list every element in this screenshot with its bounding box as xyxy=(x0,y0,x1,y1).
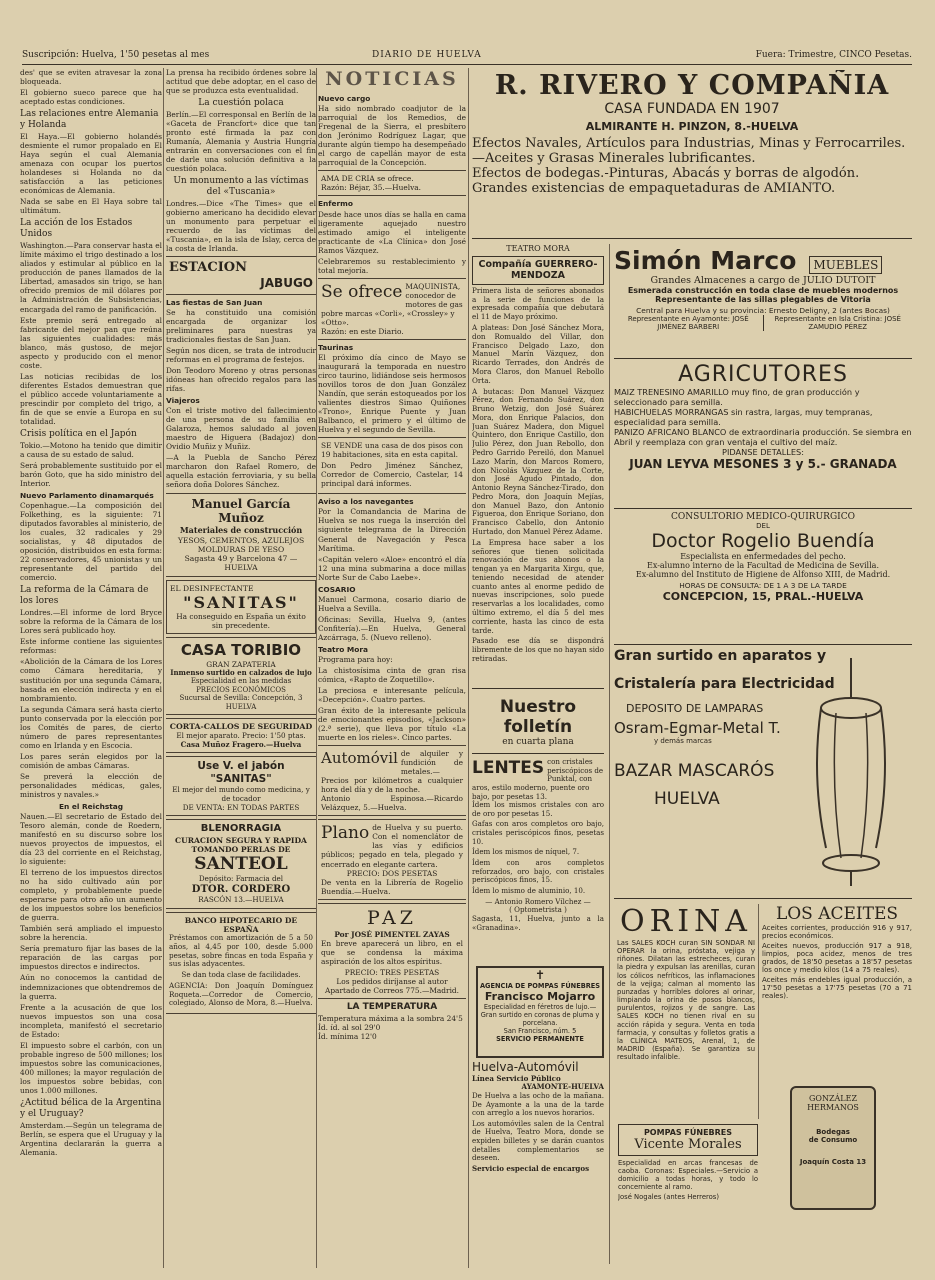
noticias-title: NOTICIAS xyxy=(325,68,459,90)
ad-text: Los automóviles salen de la Central de Huelva, Teatro Mora, donde se expiden billetes y se darán cuantos detalles complementarios se deseen. xyxy=(472,1118,604,1163)
column-2 xyxy=(166,68,316,1273)
column-3 xyxy=(318,68,466,1273)
headline: Nuevo Parlamento dinamarqués xyxy=(20,491,154,501)
ad-title: Manuel García Muñoz xyxy=(191,496,291,526)
ad-line: Efectos Navales, Artículos para Industrias, Minas y Ferrocarriles.—Aceites y Grasas Minerales lubrificantes. xyxy=(472,136,906,166)
ad-line: AGENCIA DE POMPAS FÚNEBRES xyxy=(479,982,601,990)
temperature-line: Íd. íd. al sol 29'0 xyxy=(318,1023,381,1033)
article-text: Manuel Carmona, cosario diario de Huelva a Sevilla. xyxy=(318,594,466,613)
masthead-title: DIARIO DE HUELVA xyxy=(372,50,482,60)
ad-line: Osram-Egmar-Metal T. xyxy=(614,719,781,737)
headline: Un monumento a las víctimas del «Tuscania» xyxy=(173,176,309,198)
ad-text: Servicio especial de encargos xyxy=(472,1164,590,1174)
ad-line: Representante de las sillas plegables de Vitoria xyxy=(655,295,871,304)
ad-text: Sagasta, 11, Huelva, junto a la «Granadina». xyxy=(472,913,604,932)
headline: Viajeros xyxy=(166,396,200,406)
article-text: Amsterdam.—Según un telegrama de Berlín, se espera que el Uruguay y la Argentina declararán la guerra a Alemania. xyxy=(20,1120,162,1157)
headline: Nuevo cargo xyxy=(318,94,371,104)
ad-orina xyxy=(614,904,759,1119)
ad-text: Préstamos con amortización de 5 a 50 años, al 4,45 por 100, desde 5.000 pesetas, sobre fincas en toda España y sus islas adyacentes. xyxy=(169,933,313,969)
ad-subtitle: GRAN ZAPATERIA xyxy=(206,659,276,669)
ad-title: PAZ xyxy=(367,906,417,929)
ad-title: Huelva-Automóvil xyxy=(472,1060,579,1074)
headline: TEATRO MORA xyxy=(506,244,570,253)
article-text: —A la Puebla de Sancho Pérez marcharon don Rafael Romero, de aquella estación ferroviaria, y su bella señora doña Dolores Sánchez. xyxy=(166,453,316,490)
ad-folletin xyxy=(472,688,604,754)
ad-line: Sucursal de Sevilla: Concepción, 3 xyxy=(179,694,303,703)
ad-agricultores xyxy=(614,362,912,509)
ad-tag: MUEBLES xyxy=(809,256,882,274)
ad-title: Use V. el jabón "SANITAS" xyxy=(197,760,285,786)
column-1 xyxy=(20,68,162,1273)
article-text: Frente a la acusación de que los nuevos impuestos son una cosa incompleta, manifestó el secretario de Estado: xyxy=(20,1002,162,1039)
ad-title: Nuestro folletín xyxy=(499,697,577,737)
classified-text: MAQUINISTA, conocedor de motores de gas pobre marcas «Corli», «Crossley» y «Otto». xyxy=(321,281,463,327)
article-text: Copenhague.—La composición del Folkething, es la siguiente: 71 diputados favorables al ministerio, de los cuales, 32 radicales y 29 socialistas, y 48 diputados de oposición, distribuidos en esta forma: 22 conservadores, 45 unionistas y un representante del partido del comercio. xyxy=(20,501,162,583)
headline: Las fiestas de San Juan xyxy=(166,297,263,307)
ad-text: Aceites nuevos, producción 917 a 918, limpios, poca acidez, menos de tres grados, de 18'50 pesetas a 18'57 pesetas los once y medio kilos (14 a 75 reales). xyxy=(762,942,912,974)
article-text: El terreno de los impuestos directos no ha sido cultivado aún por completo, y probablemente puede esperarse para otro año un aumento de los impuestos sobre los beneficios de guerra. xyxy=(20,868,162,923)
article-text: Gran éxito de la interesante película de emocionantes episodios, «Jackson» (2.ª serie), que lleva por título «La muerte en los rieles». Cinco partes. xyxy=(318,706,466,743)
ad-line: CURACION SEGURA Y RAPIDA xyxy=(175,835,307,845)
ad-title: Simón Marco xyxy=(614,246,797,275)
column-rule xyxy=(468,68,469,1268)
classified-text: Razón: en este Diario. xyxy=(321,326,404,336)
ad-subtitle: Materiales de construcción xyxy=(179,524,303,535)
ad-line: PANIZO AFRICANO BLANCO de extraordinaria producción. Se siembra en Abril y reemplaza con gran ventaja el cultivo del maíz. xyxy=(614,427,912,447)
article-text: Ha sido nombrado coadjutor de la parroquial de los Remedios, de Fregenal de la Sierra, el presbítero don Jerónimo Rodríguez Lagar, que durante algún tiempo ha desempeñado el cargo de capellán mayor de esta parroquial de la Concepción. xyxy=(318,104,466,168)
article-text: Por la Comandancia de Marina de Huelva se nos ruega la inserción del siguiente telegrama de la Dirección General de Navegación y Pesca Marítima. xyxy=(318,507,466,553)
ad-line: DTOR. CORDERO xyxy=(191,883,291,895)
ad-title: AGRICUTORES xyxy=(678,362,848,387)
ad-lentes xyxy=(472,758,604,958)
article-text: Sería prematuro fijar las bases de la reparación de las cargas por impuestos directos e indirectos. xyxy=(20,944,162,972)
ad-text: SERVICIO PERMANENTE xyxy=(496,1035,584,1043)
ad-line: RASCÓN 13.—HUELVA xyxy=(198,894,284,904)
article-text: El Haya.—El gobierno holandés desmiente el rumor propalado en El Haya según el cual Alemania amenaza con ocupar los puertos holandeses si Holanda no da satisfacción a las peticiones económicas de Alemania. xyxy=(20,132,162,196)
classified-text: SE VENDE una casa de dos pisos con 19 habitaciones, sita en esta capital. xyxy=(321,441,463,460)
ad-title: R. RIVERO Y COMPAÑIA xyxy=(494,70,890,101)
article-text: Con el triste motivo del fallecimiento de una persona de su familia en Galaroza, hemos saludado al joven maestro de Higuera (Badajoz) don Ovidio Muñiz y Muñiz. xyxy=(166,406,316,452)
ad-text: — Antonio Romero Vílchez — xyxy=(485,896,591,906)
ad-text: Especialidad en arcas francesas de caoba. Coronas: Especiales.—Servicio a domicilio a todas horas, y todo lo concerniente al ramo. xyxy=(618,1159,758,1191)
teatro-mora-column xyxy=(472,244,604,764)
ad-price: PRECIO: TRES PESETAS xyxy=(344,967,440,977)
headline: La acción de los Estados Unidos xyxy=(20,218,133,240)
ad-line: Especialidad en las medidas xyxy=(190,677,292,686)
ad-pompas-funebres-morales xyxy=(618,1124,758,1264)
classified-text: AMA DE CRIA se ofrece. xyxy=(321,174,414,184)
ad-line: Cristalería para Electricidad xyxy=(614,676,835,692)
ad-line: HUELVA xyxy=(225,702,257,711)
ad-doctor-buendia xyxy=(614,512,912,645)
ad-line: TOMANDO PERLAS DE xyxy=(191,844,291,854)
ad-line: Joaquín Costa 13 xyxy=(799,1158,867,1166)
ad-line: Depósito: Farmacia del xyxy=(198,873,284,883)
ad-text: Se dan toda clase de facilidades. xyxy=(181,970,301,980)
article-text: Las noticias recibidas de los diferentes Estados demuestran que el público accede voluntariamente a prescindir por completo del trigo, a fin de que se envíe a Europa en su totalidad. xyxy=(20,371,162,426)
ad-title: BANCO HIPOTECARIO DE ESPAÑA xyxy=(184,915,298,934)
article-text: El gobierno sueco parece que ha aceptado estas condiciones. xyxy=(20,88,162,107)
ad-line: Grandes Almacenes a cargo de JULIO DUTOIT xyxy=(650,275,876,286)
ad-line: MAIZ TRENESINO AMARILLO muy fino, de gran producción y seleccionado para semilla. xyxy=(614,387,860,407)
ad-line: Representante en Ayamonte: JOSÉ JIMÉNEZ BARBERI xyxy=(614,315,764,331)
ad-line: PIDANSE DETALLES: xyxy=(722,447,804,457)
classified-se-vende xyxy=(318,437,466,494)
ad-address: ALMIRANTE H. PINZON, 8.-HUELVA xyxy=(585,120,799,133)
article-text: Celebraremos su restablecimiento y total mejoría. xyxy=(318,256,466,275)
article-text: Se preverá la elección de personalidades médicas, gales, ministros y navales.» xyxy=(20,771,162,799)
ad-line: Representante en Isla Cristina: JOSÉ ZAMUDIO PÉREZ xyxy=(774,315,901,331)
ad-plano xyxy=(318,819,466,899)
ad-line: Grandes existencias de empaquetaduras de AMIANTO. xyxy=(472,181,836,196)
ad-title: Automóvil xyxy=(321,749,398,768)
ad-text: De Huelva a las ocho de la mañana. De Ayamonte a la una de la tarde con arreglo a los nuevos horarios. xyxy=(472,1090,604,1118)
ad-sanitas-desinfectante xyxy=(166,580,316,635)
column-rule xyxy=(609,244,610,1264)
ad-title: LENTES xyxy=(472,758,545,778)
masthead-subscription: Suscripción: Huelva, 1'50 pesetas al mes xyxy=(22,50,210,60)
ad-text: En breve aparecerá un libro, en el que se condensa la máxima aspiración de los altos espíritus. xyxy=(321,938,463,966)
ad-casa-toribio xyxy=(166,637,316,715)
ad-text: Las SALES KOCH curan SIN SONDAR NI OPERAR la orina, próstata, vejiga y riñones. Dilatan las estrecheces, curan la piedra y expulsan las arenillas, curan los cólicos nefríticos, las inflamaciones de la vejiga; calman al momento las punzadas y horribles dolores al orinar, limpiando la orina de posos blancos, purulentos, rojizos y de sangre. Las SALES KOCH no tienen rival en su acción rápida y segura. Venta en toda farmacia, y consultas y folletos gratis a la CLÍNICA MATEOS, Arenal, 1, de MADRID (España). Se garantiza su resultado infalible. xyxy=(617,939,755,1062)
ad-line: Efectos de bodegas.-Pinturas, Abacás y borras de algodón. xyxy=(472,166,860,181)
ad-line: Bodegas xyxy=(816,1128,850,1136)
ad-text: Ídem lo mismo de aluminio, 10. xyxy=(472,885,586,895)
ad-text: José Nogales (antes Herreros) xyxy=(618,1193,720,1201)
headline: La cuestión polaca xyxy=(198,98,284,109)
ad-line: DEPOSITO DE LAMPARAS xyxy=(626,702,764,715)
article-text: Programa para hoy: xyxy=(318,654,393,664)
article-text: Primera lista de señores abonados a la serie de funciones de la expresada compañía que debutará el 11 de Mayo próximo. xyxy=(472,285,604,322)
article-text: Londres.—Dice «The Times» que el gobierno americano ha decidido elevar un monumento para perpetuar el recuerdo de las víctimas del «Tuscania», en la isla de Islay, cerca de la costa de Irlanda. xyxy=(166,199,316,254)
section-header-estacion xyxy=(166,256,316,294)
ad-automovil xyxy=(318,745,466,816)
ad-simon-marco xyxy=(614,246,912,359)
ad-title: Doctor Rogelio Buendía xyxy=(651,530,875,552)
ad-line: DE VENTA: EN TODAS PARTES xyxy=(182,802,300,812)
article-text: Londres.—El informe de lord Bryce sobre la reforma de la Cámara de los Lores será publicado hoy. xyxy=(20,608,162,636)
headline: COSARIO xyxy=(318,584,356,594)
ad-line: PRECIOS ECONÓMICOS xyxy=(196,685,286,694)
cross-icon: ✝ xyxy=(534,968,546,982)
temperature-line: Temperatura máxima a la sombra 24'5 xyxy=(318,1014,463,1023)
article-text: «Capitán velero «Aloe» encontró el día 12 una mina submarina a doce millas Norte Sur de Cabo Laebe». xyxy=(318,554,466,582)
article-text: La Empresa hace saber a los señores que tienen solicitada renovación de sus abonos o la tengan ya en Margarita Xirgu, que, teniendo necesidad de atender cuanto antes al enorme pedido de nuevas inscripciones, solo puede reservarlas a los localidades, como último extremo, el día 5 del mes corriente, hasta las cinco de esta tarde. xyxy=(472,537,604,635)
ad-title: CASA TORIBIO xyxy=(180,641,302,660)
ad-title: CORTA-CALLOS DE SEGURIDAD xyxy=(169,722,313,732)
ad-title: LOS ACEITES xyxy=(775,904,899,924)
ad-text: ( Optometrista ) xyxy=(509,905,567,915)
ad-text: Aceites corrientes, producción 916 y 917, precios económicos. xyxy=(762,924,912,940)
section-subtitle: JABUGO xyxy=(260,276,313,291)
ad-title: Francisco Mojarro xyxy=(484,990,596,1003)
article-text: El impuesto sobre el carbón, con un probable ingreso de 500 millones; los impuestos sobre las comunicaciones, 400 millones; la mayor regulación de los impuestos sobre bebidas, con unos 1.000 millones. xyxy=(20,1040,162,1095)
ad-subtitle: AYAMONTE-HUELVA xyxy=(521,1082,604,1092)
ad-line: HUELVA xyxy=(654,789,720,809)
ad-line: DEL xyxy=(756,522,770,530)
article-text: Nauen.—El secretario de Estado del Tesoro alemán, conde de Roedern, manifestó en su discurso sobre los nuevos proyectos de impuestos, el día 23 del corriente en el Reichstag, lo siguiente: xyxy=(20,811,162,867)
ad-text: Los pedidos diríjanse al autor xyxy=(336,976,448,986)
ad-line: Ex-alumno del Instituto de Higiene de Alfonso XIII, de Madrid. xyxy=(635,570,891,579)
ad-text: Apartado de Correos 775.—Madrid. xyxy=(324,986,460,995)
ad-line: YESOS, CEMENTOS, AZULEJOS xyxy=(177,535,305,545)
article-text: Tokio.—Motono ha tenido que dimitir a causa de su estado de salud. xyxy=(20,440,162,459)
ad-text: Ídem los mismos de níquel, 7. xyxy=(472,847,580,857)
ad-brand: SANTEOL xyxy=(194,854,288,875)
ad-text: Aceites más endebles igual producción, a 17'50 pesetas a 17'75 pesetas (70 a 71 reales). xyxy=(762,976,912,1000)
section-title: ESTACION xyxy=(169,260,247,276)
article-text: Se ha constituido una comisión encargada de organizar los preliminares para nuestras ya tradicionales fiestas de San Juan. xyxy=(166,307,316,345)
classified-text: Razón: Béjar, 35.—Huelva. xyxy=(321,183,422,193)
ad-line: HORAS DE CONSULTA: DE 1 A 3 DE LA TARDE xyxy=(679,581,847,590)
article-text: A plateas: Don José Sánchez Mora, don Romualdo del Villar, don Francisco Delgado Lazo, don Manuel Marín Vázquez, don Ricardo Terrades, don Andrés de Mora Claros, don Manuel Rebollo Orta. xyxy=(472,323,604,385)
headline: En el Reichstag xyxy=(58,801,124,811)
ad-text: de Huelva y su puerto. Con el nomenclátor de las vías y edificios públicos; pegado en tela, plegado y encerrado en elegante cartera. xyxy=(321,823,463,869)
column-rule xyxy=(163,68,164,1268)
ad-subtitle: en cuarta plana xyxy=(502,737,574,747)
ad-jabon-sanitas xyxy=(166,756,316,816)
ad-line: y demás marcas xyxy=(654,737,712,745)
ad-paz-book xyxy=(318,903,466,999)
ad-garcia-munoz xyxy=(166,493,316,577)
ad-line: Ex-alumno interno de la Facultad de Medicina de Sevilla. xyxy=(646,561,879,570)
ad-title: "SANITAS" xyxy=(183,592,299,612)
article-text: También será ampliado el impuesto sobre la herencia. xyxy=(20,924,162,943)
article-text: Berlín.—El corresponsal en Berlín de la «Gaceta de Francfort» dice que tan pronto esté firmada la paz con Rumanía, Alemania y Austria Hungría entrarán en conversaciones con el fin de darle una solución definitiva a la cuestión polaca. xyxy=(166,110,316,174)
headline: Crisis política en el Japón xyxy=(20,428,137,439)
ad-line: JUAN LEYVA MESONES 3 y 5.- GRANADA xyxy=(629,457,897,471)
ad-line: POMPAS FÚNEBRES xyxy=(643,1128,733,1137)
ad-text: Especialidad en féretros de lujo.—Gran surtido en coronas de pluma y porcelana. xyxy=(480,1003,600,1027)
ad-author: Por JOSÉ PIMENTEL ZAYAS xyxy=(334,929,450,939)
masthead-price: Fuera: Trimestre, CINCO Pesetas. xyxy=(755,50,912,60)
article-text: La prensa ha recibido órdenes sobre la actitud que debe adoptar, en el caso de que se produzca esta eventualidad. xyxy=(166,68,316,96)
ad-title: ORINA xyxy=(620,904,752,939)
temperature-line: Íd. mínima 12'0 xyxy=(318,1032,377,1042)
article-text: Pasado ese día se dispondrá libremente de los que no hayan sido retiradas. xyxy=(472,636,604,663)
ad-line: Sagasta 49 y Barcelona 47 — HUELVA xyxy=(184,554,298,573)
ad-title: BLENORRAGIA xyxy=(200,823,282,835)
ad-corta-callos xyxy=(166,718,316,753)
headline: Las relaciones entre Alemania y Holanda xyxy=(20,109,159,131)
ad-text: Ídem con aros completos reforzados, oro bajo, con cristales periscópicos finos, 15. xyxy=(472,858,604,885)
headline: Aviso a los navegantes xyxy=(318,497,414,507)
ad-title: GONZÁLEZ HERMANOS xyxy=(807,1094,859,1112)
headline: Teatro Mora xyxy=(318,644,368,654)
article-text: Nada se sabe en El Haya sobre tal ultimátum. xyxy=(20,197,162,216)
ad-mojarro xyxy=(476,966,604,1058)
article-text: Según nos dicen, se trata de introducir reformas en el programa de festejos. xyxy=(166,346,316,365)
ad-line: CONSULTORIO MÉDICO-QUIRÚRGICO xyxy=(671,512,855,522)
article-text: Aún no conocemos la cantidad de indemnizaciones que obtendremos de la guerra. xyxy=(20,973,162,1001)
article-text: Los pares serán elegidos por la comisión de ambas Cámaras. xyxy=(20,751,162,770)
headline: ¿Actitud bélica de la Argentina y el Uruguay? xyxy=(20,1097,162,1119)
article-text: «Abolición de la Cámara de los Lores como Cámara hereditaria, y sustitución por una segunda Cámara, basada en elección indirecta y en el nombramiento. xyxy=(20,657,162,703)
article-text: Este informe contiene las siguientes reformas: xyxy=(20,637,162,656)
ad-huelva-automovil xyxy=(472,1060,604,1200)
article-text: La segunda Cámara será hasta cierto punto conservada por la elección por los Comités de pares, de cierto número de pares representantes como en Irlanda y en Escocia. xyxy=(20,704,162,750)
article-text: La chistosísima cinta de gran risa cómica, «Rapto de Zoquetillo». xyxy=(318,665,466,684)
ad-line: MOLDURAS DE YESO xyxy=(197,544,285,554)
ad-banco-hipotecario xyxy=(166,912,316,1015)
ad-line: Gran surtido en aparatos y xyxy=(614,648,827,664)
ad-blenorragia xyxy=(166,819,316,908)
article-text: A butacas: Don Manuel Vázquez Pérez, don Fernando Suárez, don Bruno Wetzig, don José Suárez Mora, don Enrique Palacios, don Juan Suárez Madera, don Miguel Quintero, don Enrique Castillo, don Julio Pérez, don Juan Rebollo, don Pedro Garrido Pereiló, don Manuel Lazo Marín, don Marcos Romero, don Nicolás Vázquez de la Corte, don José Agudo Pintado, don Antonio Reyna Sánchez-Tirado, don Pedro Mora, don Joaquín Mejías, don Manuel Bazo, don Antonio Figueroa, don Enrique Soriano, don Francisco Cabello, don Antonio Hurtado, don Manuel Pérez Adame. xyxy=(472,386,604,536)
article-text: des' que se eviten atravesar la zona bloqueada. xyxy=(20,68,162,87)
ad-text: de alquiler y fundición de metales.—Precios por kilómetros a cualquier hora del día y de la noche. xyxy=(321,749,463,795)
ad-line: Especialista en enfermedades del pecho. xyxy=(680,552,846,561)
article-text: Washington.—Para conservar hasta el límite máximo el trigo destinado a los aliados y estimular al público en la producción de panes llamados de la Libertad, amasados sin trigo, se han ofrecido premios de mil dólares por la Administración de Subsistencias, encargada del ramo de panificación. xyxy=(20,241,162,314)
ad-los-aceites xyxy=(762,904,912,1080)
ad-text: con cristales periscópicos de Punktal, con aros, estilo moderno, puente oro bajo, por pesetas 13. xyxy=(472,758,604,801)
ad-line: Ha conseguido en España un éxito sin precedente. xyxy=(176,612,306,631)
classified-se-ofrece xyxy=(318,278,466,340)
ad-bazar-mascaros xyxy=(614,648,912,899)
classified-title: Se ofrece xyxy=(321,281,403,302)
ad-line: El mejor aparato. Precio: 1'50 ptas. xyxy=(176,730,306,740)
ad-text: De venta en la Librería de Rogelio Buendía.—Huelva. xyxy=(321,877,463,896)
article-text: Este premio será entregado al fabricante del mejor pan que reúna las siguientes cualidades: más blanco, más gustoso, de mejor aspecto y producido con el menor coste. xyxy=(20,315,162,370)
article-text: Desde hace unos días se halla en cama ligeramente aquejado nuestro estimado amigo el inteligente practicante de «La Clínica» don José Ramos Vázquez. xyxy=(318,209,466,255)
ad-line: Inmenso surtido en calzados de lujo xyxy=(170,667,312,677)
ad-text: Antonio Espinosa.—Ricardo Velázquez, 5.—Huelva. xyxy=(321,794,463,813)
headline: Compañía GUERRERO-MENDOZA xyxy=(472,256,604,285)
ad-line: de Consumo xyxy=(808,1136,858,1144)
ad-text: AGENCIA: Don Joaquín Domínguez Roqueta.—Corredor de Comercio, colegiado, Alonso de Mora, 8.—Huelva. xyxy=(169,980,313,1008)
ad-line: Casa Muñoz Fragero.—Huelva xyxy=(180,739,302,749)
ad-price: PRECIO: DOS PESETAS xyxy=(346,868,438,878)
article-text: Será probablemente sustituido por el barón Goto, que ha sido ministro del Interior. xyxy=(20,460,162,488)
article-text: Oficinas: Sevilla, Huelva 9, (antes Confitería).—En Huelva, General Azcárraga, 5. (Nuevo relleno). xyxy=(318,614,466,642)
headline: Enfermo xyxy=(318,199,353,209)
article-text: Don Teodoro Moreno y otras personas idóneas han ofrecido regalos para las rifas. xyxy=(166,366,316,394)
ad-line: Esmerada construcción en toda clase de muebles modernos xyxy=(627,286,899,295)
ad-line: El mejor del mundo como medicina, y de tocador xyxy=(172,784,310,803)
ad-rivero xyxy=(472,70,912,239)
ad-title: Vicente Morales xyxy=(634,1137,742,1152)
column-rule xyxy=(316,68,317,1268)
ad-title: Plano xyxy=(321,823,370,844)
ad-subtitle: CASA FUNDADA EN 1907 xyxy=(604,101,780,117)
headline: LA TEMPERATURA xyxy=(346,1002,438,1013)
ad-text: Ídem los mismos cristales con aro de oro por pesetas 15. xyxy=(472,800,604,818)
ad-line: Central para Huelva y su provincia: Ernesto Deligny, 2 (antes Bocas) xyxy=(636,306,890,315)
ad-text: Gafas con aros completos oro bajo, cristales periscópicos finos, pesetas 10. xyxy=(472,819,604,846)
ad-text: San Francisco, núm. 5 xyxy=(503,1027,577,1035)
classified-text: Don Pedro Jiménez Sánchez, Corredor de Comercio, Castelar, 14 principal dará informes. xyxy=(321,461,463,489)
chandelier-illustration xyxy=(796,658,906,888)
ad-gonzalez-hermanos-label xyxy=(790,1086,876,1210)
ad-line: EL DESINFECTANTE xyxy=(170,583,254,593)
ad-line: HABICHUELAS MORRANGAS sin rastra, largas, muy tempranas, especialidad para semilla. xyxy=(614,407,873,427)
headline: Taurinas xyxy=(318,342,354,352)
ad-subtitle: Línea Servicio Público xyxy=(472,1073,561,1083)
masthead xyxy=(22,48,912,65)
classified-ama xyxy=(318,170,466,196)
article-text: La preciosa e interesante película, «Decepción». Cuatro partes. xyxy=(318,685,466,705)
ad-title: BAZAR MASCARÓS xyxy=(614,761,775,781)
headline: La reforma de la Cámara de los lores xyxy=(20,585,149,607)
article-text: El próximo día cinco de Mayo se inaugurará la temporada en nuestro circo taurino, lidiándose seis hermosos novillos toros de don Juan González Nandín, que serán estoqueados por los valientes diestros Simao Quiñones «Trono», Enrique Puente y Juan Balbanco, el primero y el último de Huelva y el segundo de Sevilla. xyxy=(318,352,466,435)
ad-line: CONCEPCION, 15, PRAL.-HUELVA xyxy=(662,590,864,603)
